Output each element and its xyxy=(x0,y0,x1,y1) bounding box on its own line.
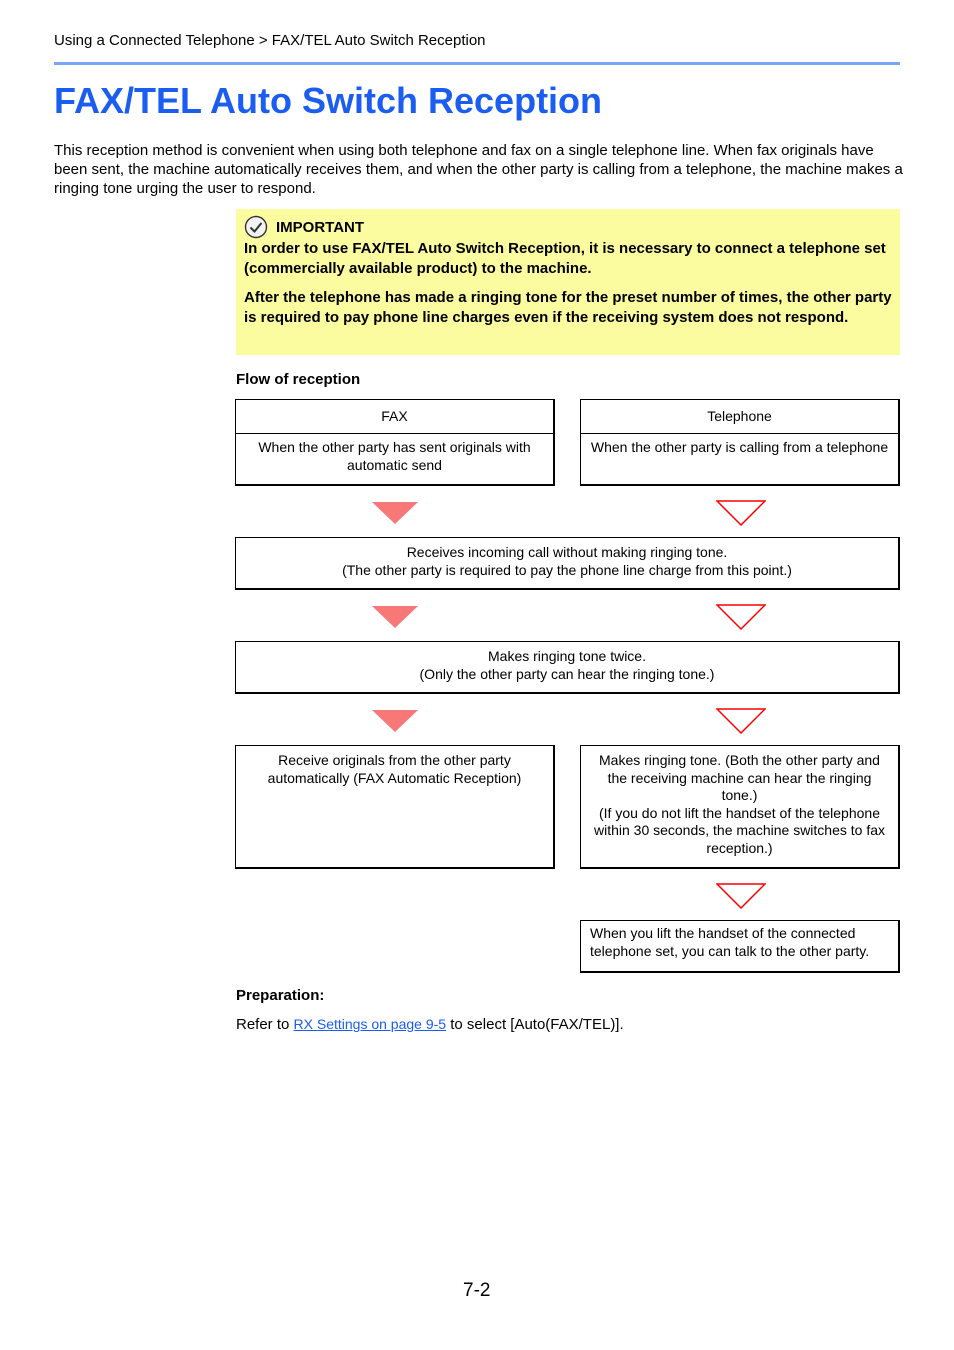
fax-arrow-down-icon xyxy=(372,502,418,524)
telephone-arrow-down-icon xyxy=(716,883,766,909)
important-paragraph: In order to use FAX/TEL Auto Switch Reception, it is necessary to connect a telephone set (commercially available product) to the machine. xyxy=(244,240,886,277)
telephone-result-text: Makes ringing tone. (Both the other party and the receiving machine can hear the ringing tone.) xyxy=(599,752,880,803)
important-paragraph: After the telephone has made a ringing tone for the preset number of times, the other party is required to pay phone line charges even if the receiving system does not respond. xyxy=(244,289,892,326)
telephone-final-text: When you lift the handset of the connected telephone set, you can talk to the other party. xyxy=(590,925,870,959)
fax-result-box xyxy=(235,745,555,869)
step-receive-call-note: (The other party is required to pay the phone line charge from this point.) xyxy=(342,561,792,578)
telephone-result-note: (If you do not lift the handset of the telephone within 30 seconds, the machine switches to fax reception.) xyxy=(593,804,886,856)
preparation-text-after: to select [Auto(FAX/TEL)]. xyxy=(446,1016,624,1033)
important-label: IMPORTANT xyxy=(276,218,365,236)
preparation-label: Preparation: xyxy=(236,987,325,1004)
telephone-arrow-down-icon xyxy=(716,604,766,630)
step-ringing-twice-text: Makes ringing tone twice. xyxy=(488,648,646,664)
important-notice xyxy=(236,209,900,355)
telephone-box xyxy=(580,399,900,486)
fax-box xyxy=(235,399,555,486)
fax-result-text: Receive originals from the other party automatically (FAX Automatic Reception) xyxy=(267,752,522,786)
page-title: FAX/TEL Auto Switch Reception xyxy=(54,80,603,121)
telephone-final-box xyxy=(580,920,900,973)
step-receive-call-text: Receives incoming call without making ringing tone. xyxy=(406,544,728,560)
fax-description: When the other party has sent originals with automatic send xyxy=(258,439,531,473)
fax-arrow-down-icon xyxy=(372,606,418,628)
intro-paragraph: This reception method is convenient when using both telephone and fax on a single telephone line. When fax originals have been sent, the machine automatically receives them, and when the other party is calling from a telephone, the machine makes a ringing tone urging the user to respond. xyxy=(54,142,903,197)
step-ringing-twice-note: (Only the other party can hear the ringing tone.) xyxy=(419,665,715,682)
preparation-text-before: Refer to xyxy=(236,1016,294,1033)
telephone-arrow-down-icon xyxy=(716,708,766,734)
important-heading xyxy=(244,217,892,237)
page-number: 7-2 xyxy=(463,1280,491,1301)
telephone-description: When the other party is calling from a telephone xyxy=(590,439,889,455)
checkmark-circle-icon xyxy=(244,215,268,239)
telephone-arrow-down-icon xyxy=(716,500,766,526)
telephone-result-box xyxy=(580,745,900,869)
step-receive-call-box xyxy=(235,537,900,590)
flow-label: Flow of reception xyxy=(236,371,361,388)
rx-settings-link[interactable]: RX Settings on page 9-5 xyxy=(293,1016,447,1032)
fax-title: FAX xyxy=(236,400,553,434)
header-rule xyxy=(54,62,900,65)
breadcrumb: Using a Connected Telephone > FAX/TEL Auto Switch Reception xyxy=(54,32,486,49)
step-ringing-twice-box xyxy=(235,641,900,694)
telephone-title: Telephone xyxy=(581,400,898,434)
fax-arrow-down-icon xyxy=(372,710,418,732)
preparation-text xyxy=(236,1016,624,1033)
